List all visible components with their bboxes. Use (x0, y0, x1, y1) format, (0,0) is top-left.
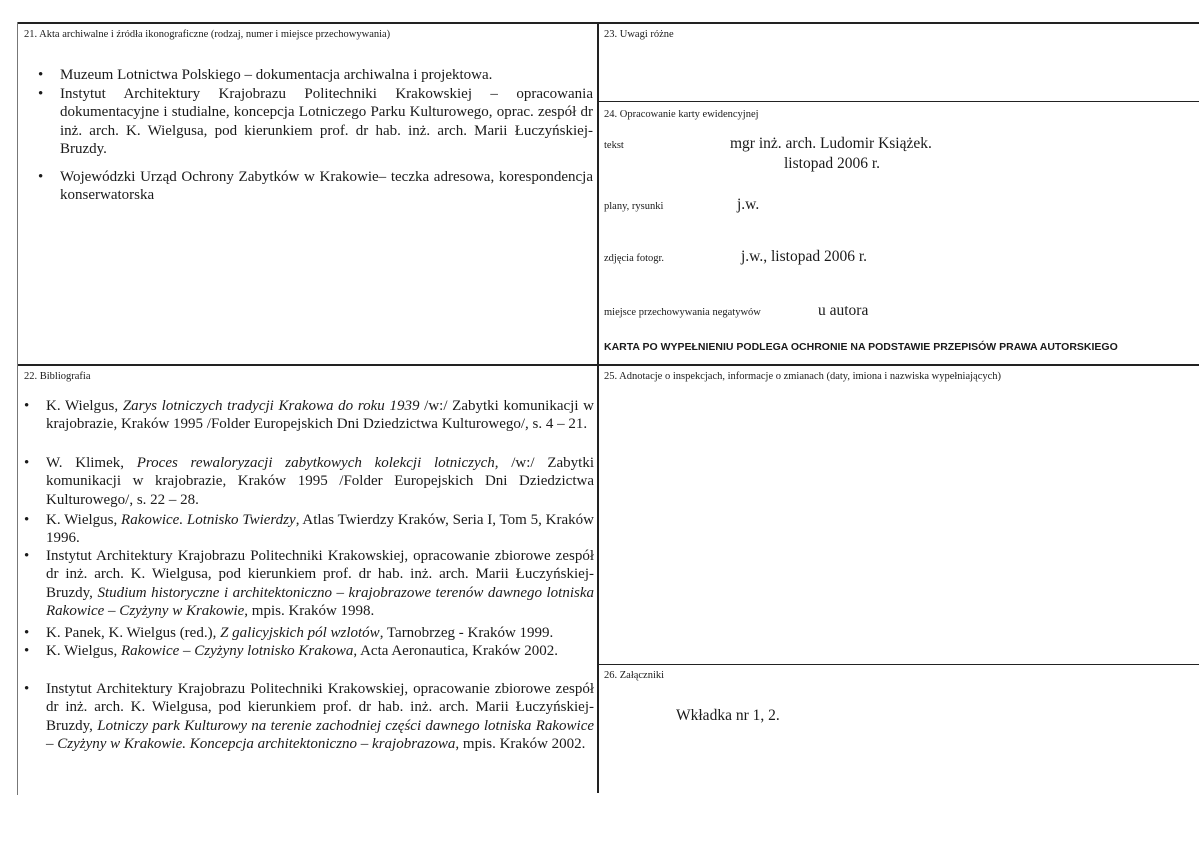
bibliography-item: • Instytut Architektury Krajobrazu Politechniki Krakowskiej, opracowanie zbiorowe zespół dr inż. arch. K. Wielgusa, pod kierunkiem prof. dr hab. inż. arch. Marii Łuczyńskiej-Bruzdy, Lotniczy park Kulturowy na terenie zachodniej części dawnego lotniska Rakowice – Czyżyny w Krakowie. Koncepcja architektoniczno – krajobrazowa, mpis. Kraków 2002. (24, 681, 595, 752)
left-border (17, 22, 18, 795)
bibliography-item: • K. Wielgus, Rakowice. Lotnisko Twierdzy, Atlas Twierdzy Kraków, Seria I, Tom 5, Kraków 1996. (24, 512, 594, 547)
archive-item (38, 66, 593, 84)
archive-item-text: Muzeum Lotnictwa Polskiego – dokumentacja archiwalna i projektowa. (60, 67, 493, 83)
bullet-icon: • (24, 625, 30, 641)
tekst-date: listopad 2006 r. (784, 155, 881, 172)
archive-item-text: Wojewódzki Urząd Ochrony Zabytków w Krakowie– teczka adresowa, korespondencja konserwatorska (60, 169, 593, 204)
bibliography-title: Proces rewaloryzacji zabytkowych kolekcji lotniczych, (136, 455, 499, 471)
tekst-author: mgr inż. arch. Ludomir Książek. (730, 135, 932, 152)
bibliography-item: • K. Wielgus, Zarys lotniczych tradycji Krakowa do roku 1939 /w:/ Zabytki komunikacji w krajobrazie, Kraków 1995 /Folder Europejskich Dni Dziedzictwa Kulturowego/, s. 4 – 21. (24, 398, 595, 433)
bibliography-item: • Instytut Architektury Krajobrazu Politechniki Krakowskiej, opracowanie zbiorowe zespół dr inż. arch. K. Wielgusa, pod kierunkiem prof. dr hab. inż. arch. Marii Łuczyńskiej-Bruzdy, Studium historyczne i architektoniczno – krajobrazowe terenów dawnego lotniska Rakowice – Czyżyny w Krakowie, mpis. Kraków 1998. (24, 548, 594, 619)
plany-label: plany, rysunki (604, 201, 664, 212)
archive-item-text: Instytut Architektury Krajobrazu Politechniki Krakowskiej – opracowania dokumentacyjne i studialne, koncepcja Lotniczego Parku Kulturowego, oprac. zespół dr inż. arch. K. Wielgusa, pod kierunkiem prof. dr hab. inż. arch. Marii Łuczyńskiej-Bruzdy. (60, 86, 593, 157)
archive-item (38, 168, 593, 205)
section-24-header: 24. Opracowanie karty ewidencyjnej (604, 109, 759, 120)
negatywy-value: u autora (818, 302, 869, 319)
bullet-icon: • (24, 643, 30, 659)
divider-23-24 (598, 101, 1199, 102)
bullet-icon: • (24, 398, 30, 414)
bibliography-item: • K. Panek, K. Wielgus (red.), Z galicyjskich pól wzlotów, Tarnobrzeg - Kraków 1999. (24, 625, 554, 641)
bibliography-title: Zarys lotniczych tradycji Krakowa do roku 1939 (122, 398, 420, 414)
bullet-icon: • (24, 548, 30, 564)
zdjecia-label: zdjęcia fotogr. (604, 253, 665, 264)
divider-25-26 (598, 664, 1199, 665)
section-22-header: 22. Bibliografia (24, 371, 91, 382)
bibliography-title: Studium historyczne i architektoniczno – krajobrazowe terenów dawnego lotniska Rakowice – Czyżyny w Krakowie (46, 584, 594, 619)
bullet-icon: • (24, 681, 30, 697)
top-border (18, 22, 1199, 24)
tekst-label: tekst (604, 140, 624, 151)
bibliography-title: Rakowice – Czyżyny lotnisko Krakowa (120, 643, 354, 659)
section-21-header: 21. Akta archiwalne i źródła ikonograficzne (rodzaj, numer i miejsce przechowywania) (24, 29, 391, 40)
section-23-header: 23. Uwagi różne (604, 29, 674, 40)
bullet-icon: • (24, 455, 30, 471)
bibliography-title: Z galicyjskich pól wzlotów (220, 625, 380, 641)
bullet-icon: • (38, 67, 44, 83)
bullet-icon: • (38, 86, 44, 102)
plany-value: j.w. (737, 196, 760, 213)
bullet-icon: • (24, 512, 30, 528)
bibliography-title: Lotniczy park Kulturowy na terenie zachodniej części dawnego lotniska Rakowice – Czyżyny w Krakowie. Koncepcja architektoniczno – krajobrazowa (46, 717, 595, 752)
section-25-header: 25. Adnotacje o inspekcjach, informacje o zmianach (daty, imiona i nazwiska wypełniających) (604, 371, 1002, 382)
bibliography-item: • W. Klimek, Proces rewaloryzacji zabytkowych kolekcji lotniczych, /w:/ Zabytki komunikacji w krajobrazie, Kraków 1995 /Folder Europejskich Dni Dziedzictwa Kulturowego/, s. 22 – 28. (24, 455, 594, 508)
archive-item (38, 85, 593, 158)
attachments-value: Wkładka nr 1, 2. (676, 707, 780, 724)
bibliography-item: • K. Wielgus, Rakowice – Czyżyny lotnisko Krakowa, Acta Aeronautica, Kraków 2002. (24, 643, 558, 659)
bibliography-title: Rakowice. Lotnisko Twierdzy (121, 512, 296, 528)
middle-border (18, 364, 1199, 366)
section-26-header: 26. Załączniki (604, 670, 665, 681)
column-divider (597, 22, 599, 793)
zdjecia-value: j.w., listopad 2006 r. (741, 248, 868, 265)
copyright-note: KARTA PO WYPEŁNIENIU PODLEGA OCHRONIE NA PODSTAWIE PRZEPISÓW PRAWA AUTORSKIEGO (604, 341, 1118, 353)
bullet-icon: • (38, 169, 44, 185)
negatywy-label: miejsce przechowywania negatywów (604, 307, 761, 318)
